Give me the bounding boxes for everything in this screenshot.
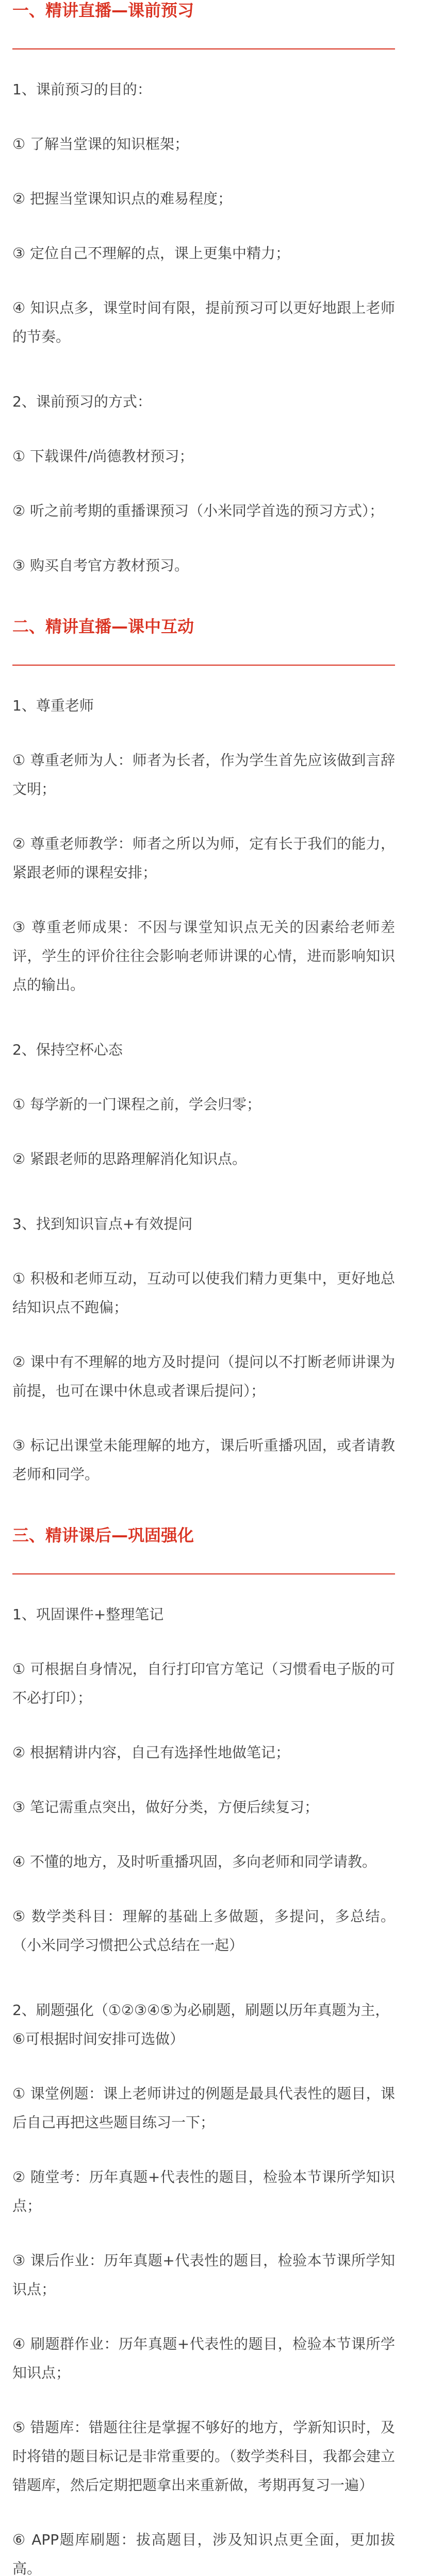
list-item: ⑥ APP题库刷题：拔高题目，涉及知识点更全面，更加拔高。 xyxy=(12,2531,395,2576)
spacer xyxy=(12,1822,395,1848)
spacer xyxy=(12,2054,395,2079)
spacer xyxy=(12,2500,395,2526)
spacer xyxy=(12,2387,395,2413)
spacer xyxy=(12,471,395,497)
spacer xyxy=(12,1489,395,1525)
section-block xyxy=(12,1525,395,2576)
section-block xyxy=(12,0,395,616)
list-item: ③ 购买自考官方教材预习。 xyxy=(12,557,189,574)
section-heading: 一、精讲直播—课前预习 xyxy=(12,1,194,20)
spacer xyxy=(12,1876,395,1902)
list-item: ⑤ 错题库：错题往往是掌握不够好的地方，学新知识时，及时将错的题目标记是非常重要的。（数学类科目，我都会建立错题库，然后定期把题拿出来重新做，考期再复习一遍） xyxy=(12,2419,396,2494)
list-item: ① 下载课件/尚德教材预习； xyxy=(12,448,194,465)
spacer xyxy=(12,1713,395,1738)
subsection-title: 3、找到知识盲点+有效提问 xyxy=(12,1215,193,1232)
spacer xyxy=(12,2221,395,2246)
spacer xyxy=(12,213,395,239)
spacer xyxy=(12,580,395,616)
spacer xyxy=(12,351,395,387)
list-item: ② 尊重老师教学：师者之所以为师，定有长于我们的能力，紧跟老师的课程安排； xyxy=(12,835,395,881)
list-item: ② 紧跟老师的思路理解消化知识点。 xyxy=(12,1150,247,1167)
list-item: ② 根据精讲内容，自己有选择性地做笔记； xyxy=(12,1744,290,1761)
list-item: ④ 知识点多，课堂时间有限，提前预习可以更好地跟上老师的节奏。 xyxy=(12,299,395,345)
spacer xyxy=(12,887,395,913)
spacer xyxy=(12,1629,395,1655)
subsection-title: 1、巩固课件+整理笔记 xyxy=(12,1606,164,1623)
spacer xyxy=(12,1174,395,1210)
list-item: ⑤ 数学类科目：理解的基础上多做题，多提问，多总结。（小米同学习惯把公式总结在一起） xyxy=(12,1908,395,1954)
list-item: ② 课中有不理解的地方及时提问（提问以不打断老师讲课为前提，也可在课中休息或者课后提问）； xyxy=(12,1353,395,1399)
spacer xyxy=(12,159,395,184)
list-item: ③ 尊重老师成果：不因与课堂知识点无关的因素给老师差评，学生的评价往往会影响老师讲课的心情，进而影响知识点的输出。 xyxy=(12,919,395,993)
subsection-title: 2、刷题强化（①②③④⑤为必刷题，刷题以历年真题为主，⑥可根据时间安排可选做） xyxy=(12,2002,390,2047)
spacer xyxy=(12,2304,395,2330)
subsection-title: 1、课前预习的目的： xyxy=(12,81,152,98)
section-heading: 二、精讲直播—课中互动 xyxy=(12,617,194,636)
list-item: ② 听之前考期的重播课预习（小米同学首选的预习方式）； xyxy=(12,502,384,519)
subsection-title: 1、尊重老师 xyxy=(12,697,94,714)
spacer xyxy=(12,104,395,130)
spacer xyxy=(12,416,395,442)
spacer xyxy=(12,999,395,1036)
section-heading: 三、精讲课后—巩固强化 xyxy=(12,1526,194,1545)
list-item: ③ 标记出课堂未能理解的地方，课后听重播巩固，或者请教老师和同学。 xyxy=(12,1437,395,1483)
spacer xyxy=(12,1405,395,1431)
list-item: ② 随堂考：历年真题+代表性的题目，检验本节课所学知识点； xyxy=(12,2168,395,2214)
spacer xyxy=(12,268,395,294)
list-item: ① 尊重老师为人：师者为长者，作为学生首先应该做到言辞文明； xyxy=(12,752,395,798)
spacer xyxy=(12,720,395,746)
spacer xyxy=(12,1064,395,1090)
spacer xyxy=(12,526,395,551)
list-item: ① 课堂例题：课上老师讲过的例题是最具代表性的题目，课后自己再把这些题目练习一下； xyxy=(12,2085,395,2131)
spacer xyxy=(12,1322,395,1348)
spacer xyxy=(12,1960,395,1996)
spacer xyxy=(12,1239,395,1264)
list-item: ③ 定位自己不理解的点，课上更集中精力； xyxy=(12,245,290,262)
spacer xyxy=(12,2137,395,2163)
list-item: ④ 刷题群作业：历年真题+代表性的题目，检验本节课所学知识点； xyxy=(12,2335,395,2381)
section-block xyxy=(12,616,395,1525)
list-item: ① 可根据自身情况，自行打印官方笔记（习惯看电子版的可不必打印）； xyxy=(12,1660,395,1706)
spacer xyxy=(12,804,395,829)
spacer xyxy=(12,49,395,75)
list-item: ① 积极和老师互动，互动可以使我们精力更集中，更好地总结知识点不跑偏； xyxy=(12,1270,395,1316)
list-item: ② 把握当堂课知识点的难易程度； xyxy=(12,190,233,207)
spacer xyxy=(12,1767,395,1793)
list-item: ③ 笔记需重点突出，做好分类，方便后续复习； xyxy=(12,1799,319,1816)
list-item: ③ 课后作业：历年真题+代表性的题目，检验本节课所学知识点； xyxy=(12,2252,395,2298)
spacer xyxy=(12,666,395,691)
spacer xyxy=(12,1119,395,1145)
list-item: ① 了解当堂课的知识框架； xyxy=(12,135,189,152)
spacer xyxy=(12,1574,395,1600)
list-item: ① 每学新的一门课程之前，学会归零； xyxy=(12,1096,261,1113)
list-item: ④ 不懂的地方，及时听重播巩固，多向老师和同学请教。 xyxy=(12,1853,377,1870)
subsection-title: 2、保持空杯心态 xyxy=(12,1041,123,1058)
subsection-title: 2、课前预习的方式： xyxy=(12,393,152,410)
